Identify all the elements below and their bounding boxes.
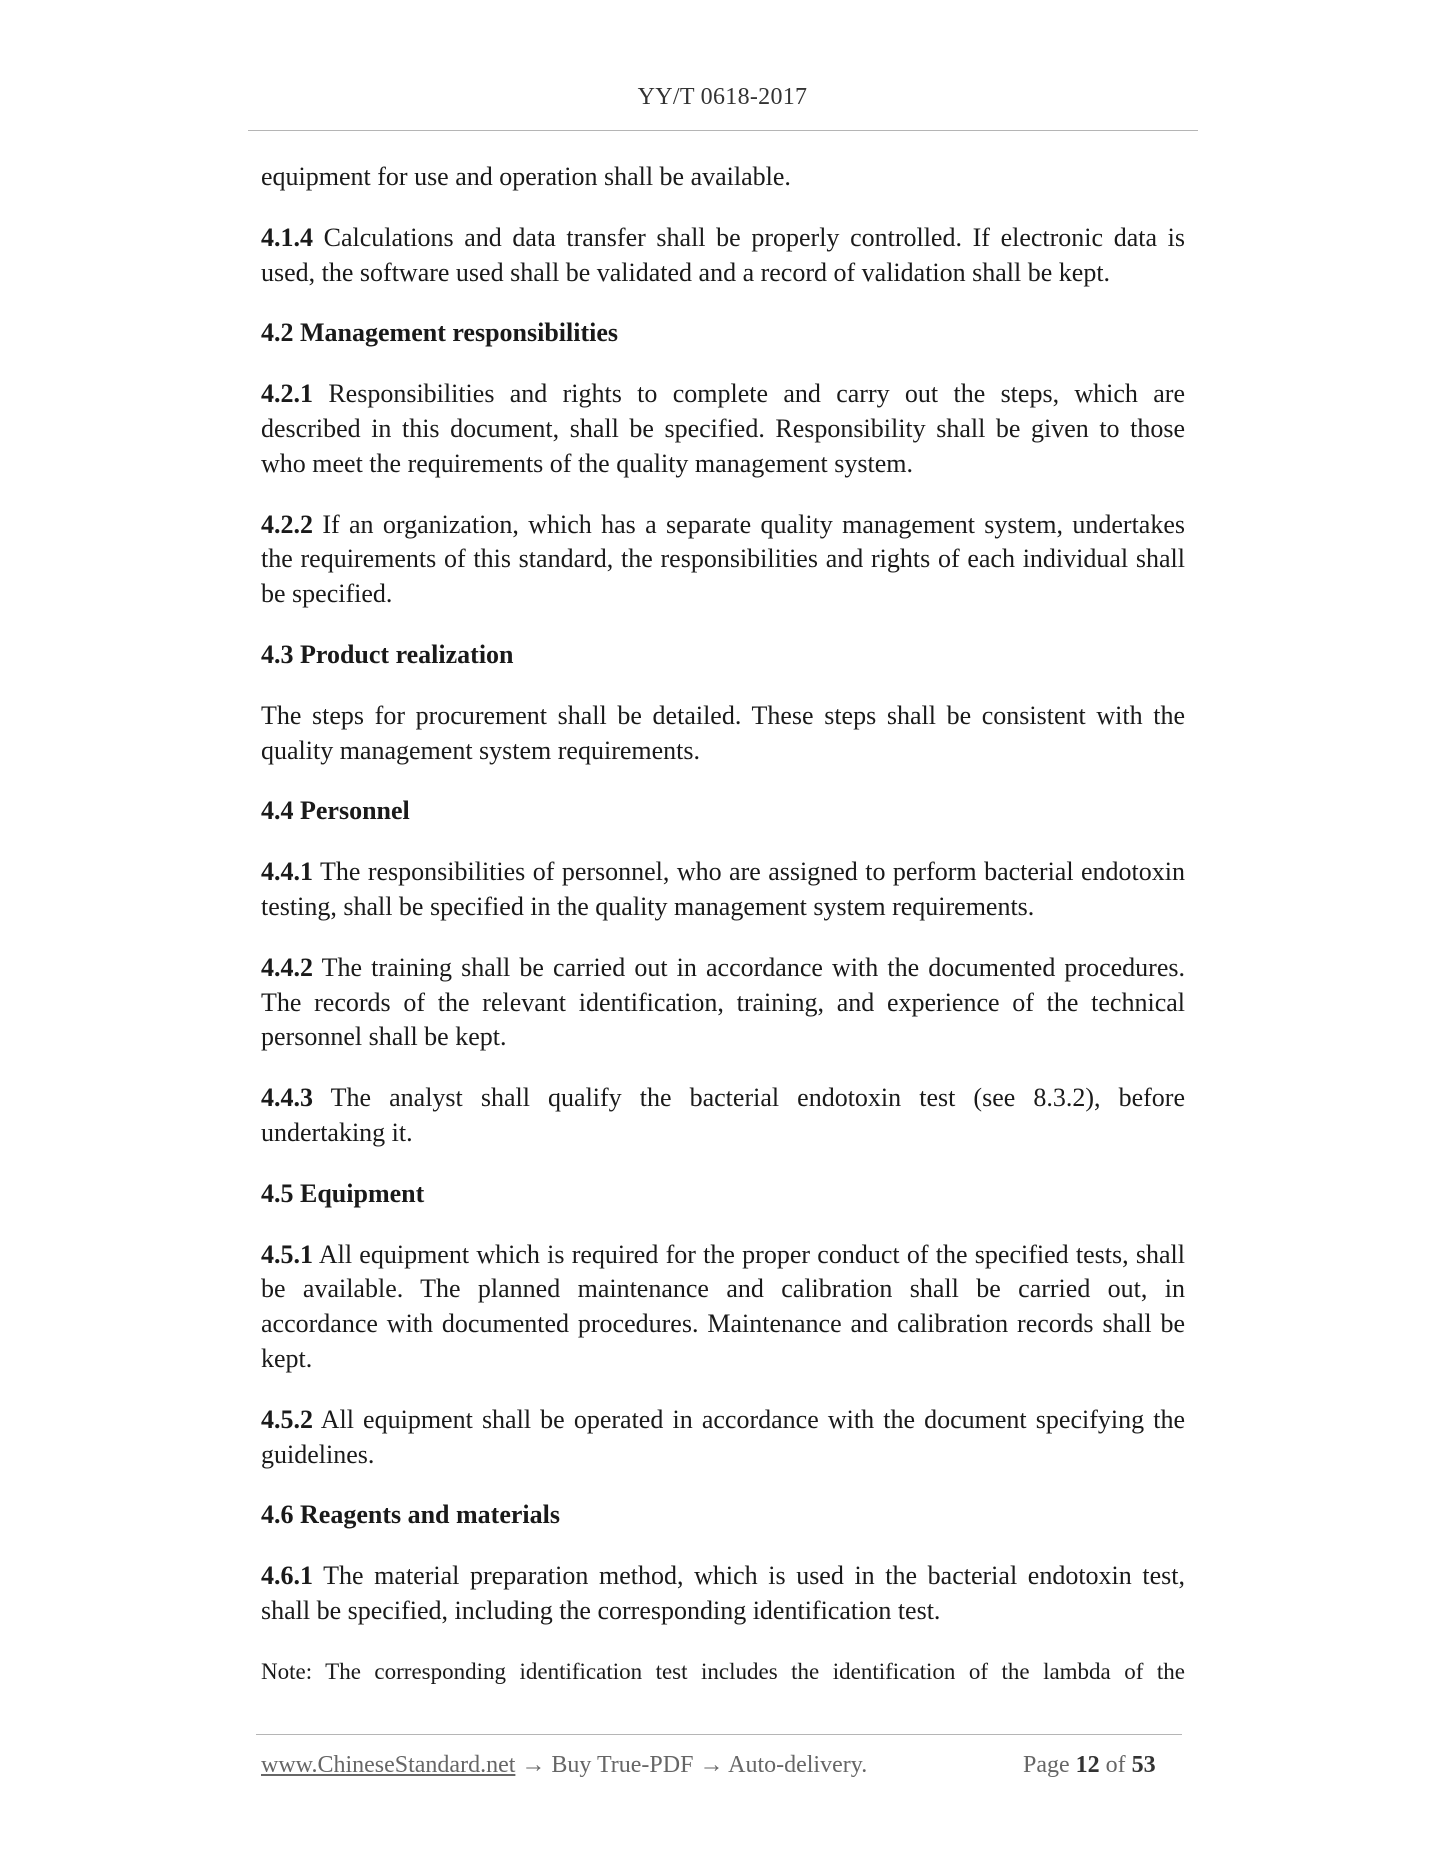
clause-text: All equipment which is required for the proper conduct of the specified tests, shall be available. The planned maintenance and calibration shall be carried out, in accordance with documented procedures. Maintenance and calibration records shall be kept. [261,1239,1185,1373]
section-heading-4-4: 4.4 Personnel [261,796,410,826]
clause-4-5-1 [261,1238,1185,1377]
header-divider [248,130,1198,131]
clause-number: 4.5.1 [261,1239,313,1269]
document-body [261,160,1185,1689]
clause-number: 4.4.3 [261,1083,313,1113]
note-text: Note: The corresponding identification test includes the identification of the lambda of the [261,1658,1185,1684]
clause-text: All equipment shall be operated in accordance with the document specifying the guidelines. [261,1404,1185,1469]
section-4-3-text [261,699,1185,769]
clause-4-5-2 [261,1403,1185,1473]
clause-text: The training shall be carried out in accordance with the documented procedures. The records of the relevant identification, training, and experience of the technical personnel shall be kept. [261,952,1185,1052]
of-label: of [1105,1752,1126,1778]
clause-text: The material preparation method, which is used in the bacterial endotoxin test, shall be specified, including the corresponding identification test. [261,1561,1185,1625]
page-indicator [1023,1752,1156,1779]
clause-number: 4.1.4 [261,222,313,252]
page-number: 12 [1075,1752,1100,1778]
promo-text: → Buy True-PDF → Auto-delivery. [515,1752,868,1778]
clause-number: 4.4.1 [261,857,313,887]
paragraph-text: equipment for use and operation shall be available. [261,162,791,191]
paragraph-continuation [261,160,1185,195]
clause-text: Calculations and data transfer shall be properly controlled. If electronic data is used, the software used shall be validated and a record of validation shall be kept. [261,222,1185,287]
clause-4-4-1 [261,855,1185,925]
clause-number: 4.4.2 [261,952,313,982]
clause-4-6-1 [261,1559,1185,1629]
clause-number: 4.6.1 [261,1561,313,1591]
clause-4-2-2 [261,508,1185,612]
clause-number: 4.2.1 [261,379,313,409]
section-heading-4-2: 4.2 Management responsibilities [261,318,619,348]
page-total: 53 [1131,1752,1156,1778]
clause-text: The responsibilities of personnel, who are assigned to perform bacterial endotoxin testing, shall be specified in the quality management system requirements. [261,857,1185,921]
footer-promo [261,1752,867,1779]
clause-4-1-4 [261,221,1185,291]
page-label: Page [1023,1752,1070,1778]
clause-text: The analyst shall qualify the bacterial endotoxin test (see 8.3.2), before undertaking it. [261,1083,1185,1147]
website-link[interactable]: www.ChineseStandard.net [261,1752,516,1778]
clause-number: 4.5.2 [261,1404,313,1434]
paragraph-text: The steps for procurement shall be detailed. These steps shall be consistent with the quality management system requirements. [261,700,1185,765]
section-heading-4-5: 4.5 Equipment [261,1178,425,1208]
clause-4-4-3 [261,1081,1185,1151]
clause-text: If an organization, which has a separate quality management system, undertakes the requirements of this standard, the responsibilities and rights of each individual shall be specified. [261,509,1185,609]
section-heading-4-3: 4.3 Product realization [261,639,514,669]
clause-4-4-2 [261,951,1185,1055]
clause-4-2-1 [261,377,1185,481]
document-code-header: YY/T 0618-2017 [637,84,808,110]
section-heading-4-6: 4.6 Reagents and materials [261,1500,560,1530]
clause-text: Responsibilities and rights to complete and carry out the steps, which are described in this document, shall be specified. Responsibility shall be given to those who meet the requirements of the quality management system. [261,379,1185,478]
footer-divider [256,1734,1182,1735]
clause-number: 4.2.2 [261,509,313,539]
